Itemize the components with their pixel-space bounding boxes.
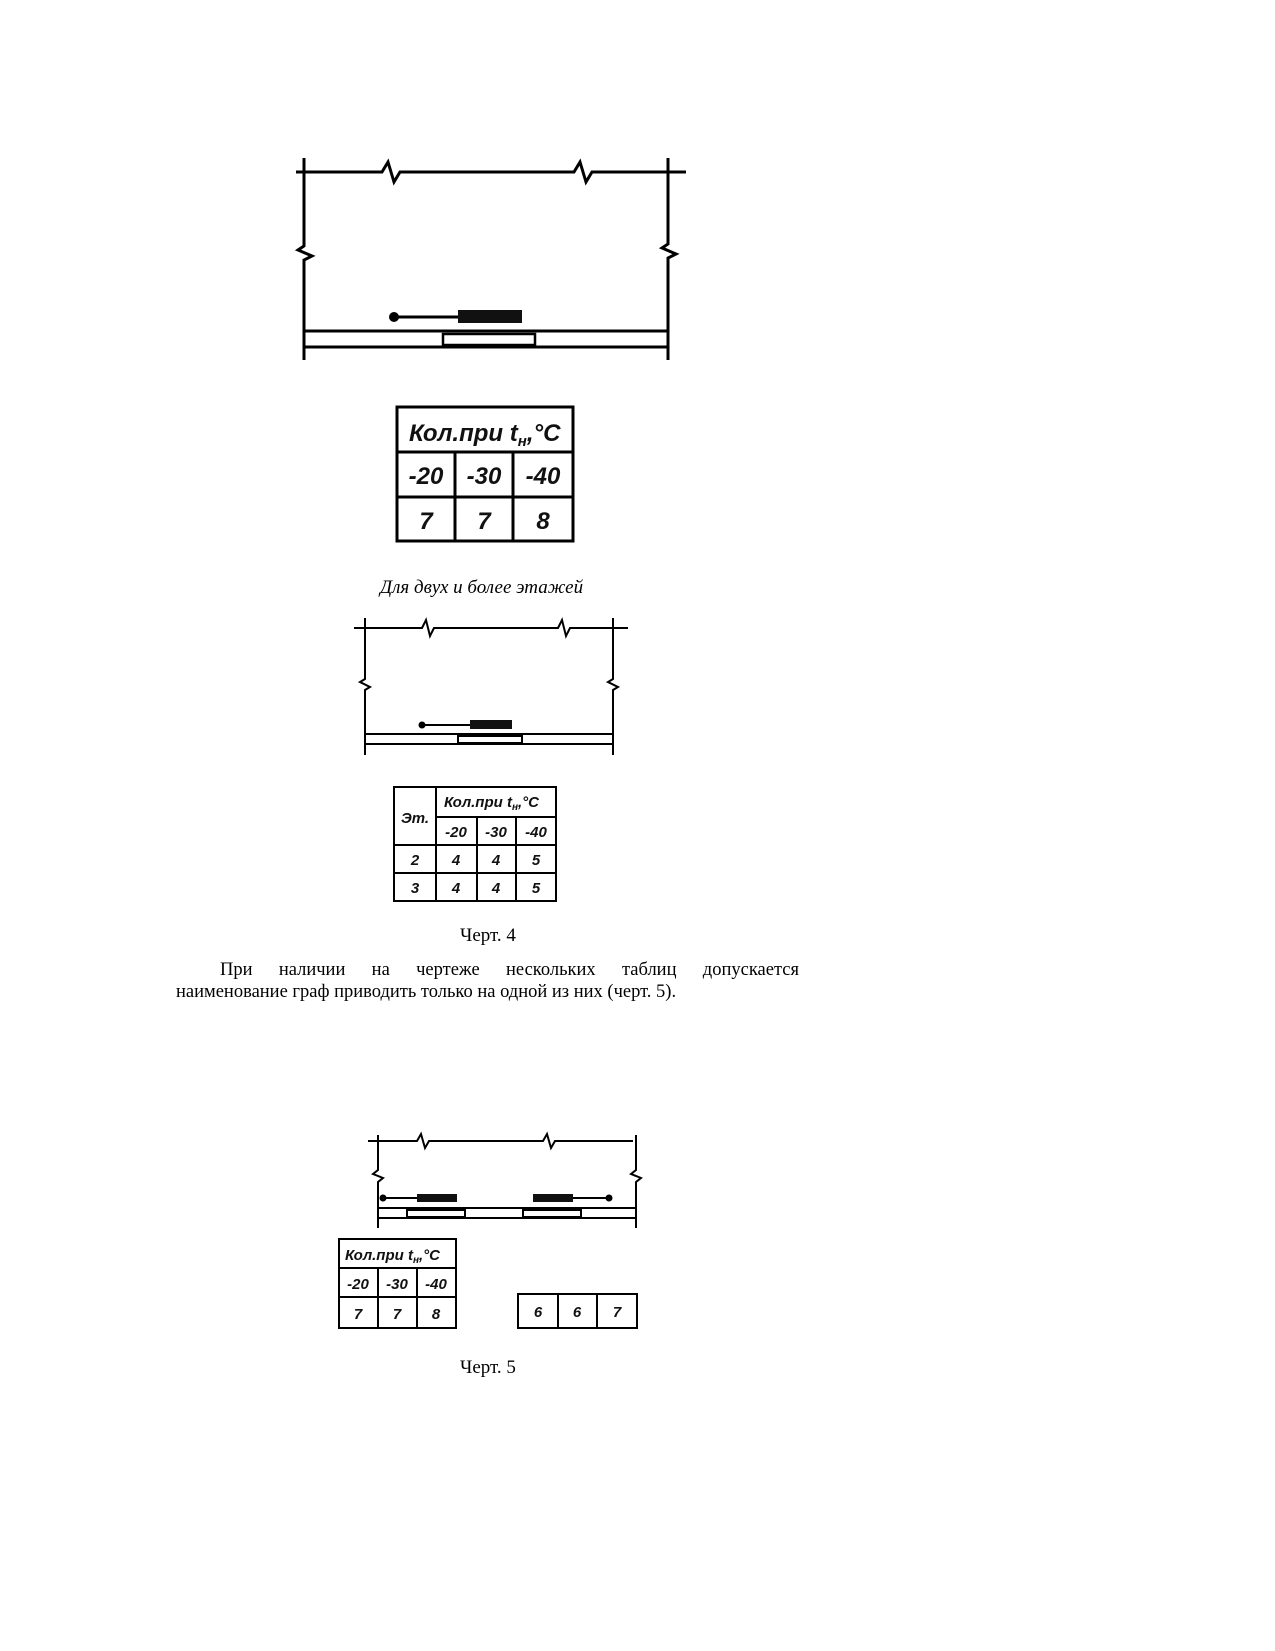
table-cell: 4 [491,852,501,869]
top-quantity-table [395,405,577,545]
table-cell: 7 [612,1304,622,1321]
table-cell: 6 [572,1304,582,1321]
table-header: Кол.при $t_н,^\circ C$ [345,1247,441,1266]
temp-header: -30 [386,1276,408,1293]
table-cell: 6 [533,1304,543,1321]
caption-multi-floor: Для двух и более этажей [380,577,584,598]
floor-cell: 2 [410,852,420,869]
temp-header: -20 [408,463,444,490]
top-plan-drawing [290,150,690,365]
figure-5-label: Черт. 5 [460,1357,516,1378]
bottom-plan-drawing [365,1130,645,1235]
temp-header: -40 [525,824,547,841]
body-paragraph [176,959,799,1003]
table-cell: 4 [491,880,501,897]
floor-cell: 3 [410,880,420,897]
paragraph-line: наименование граф приводить только на одной из них (черт. 5). [176,982,677,1002]
table-header: Кол.при $t_н,^\circ C$ [444,794,540,813]
temp-header: -40 [525,463,561,490]
floor-header: Эт. [400,810,430,827]
table-cell: 8 [536,508,550,535]
bottom-left-quantity-table [337,1237,459,1332]
bottom-right-quantity-table [516,1292,640,1332]
table-header: Кол.при $t_н,^\circ C$ [409,420,561,450]
table-cell: 5 [531,852,541,869]
paragraph-line: При наличии на чертеже нескольких таблиц допускается [220,960,799,980]
temp-header: -20 [347,1276,369,1293]
temp-header: -40 [425,1276,447,1293]
temp-header: -30 [466,463,502,490]
table-cell: 4 [451,880,461,897]
table-cell: 4 [451,852,461,869]
table-cell: 5 [531,880,541,897]
middle-quantity-table [392,785,560,905]
figure-4-label: Черт. 4 [460,925,516,946]
table-cell: 7 [477,508,491,535]
table-cell: 7 [392,1306,402,1323]
temp-header: -20 [445,824,467,841]
table-cell: 8 [431,1306,441,1323]
table-cell: 7 [353,1306,363,1323]
table-cell: 7 [419,508,433,535]
temp-header: -30 [485,824,507,841]
middle-plan-drawing [352,615,632,760]
